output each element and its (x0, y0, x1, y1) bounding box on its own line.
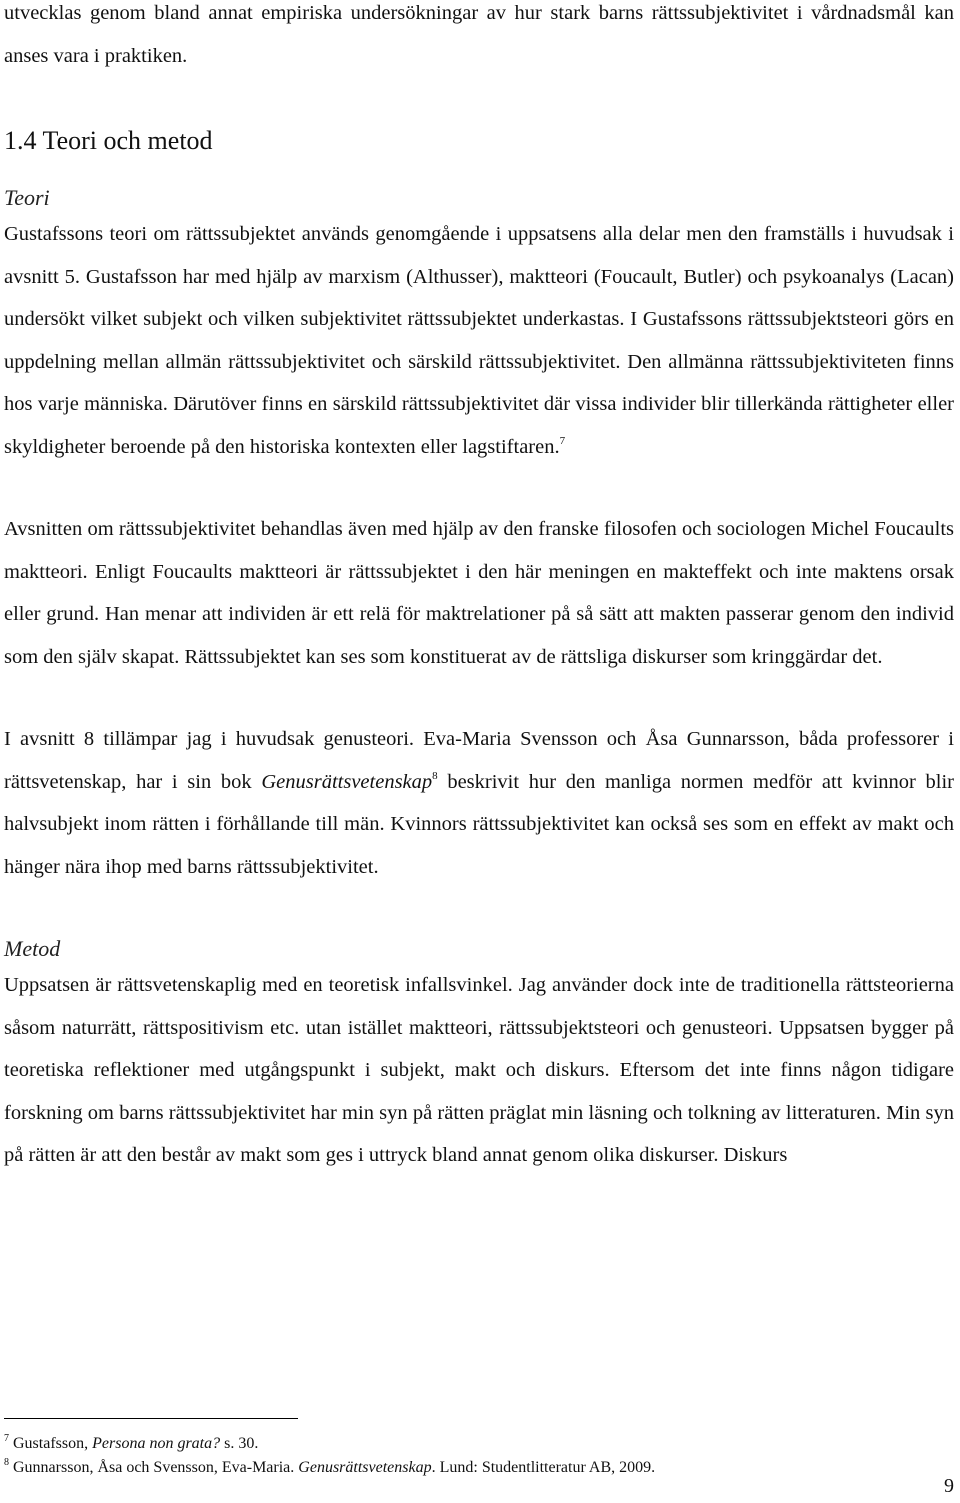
footnote-ref-8[interactable]: 8 (432, 769, 438, 782)
paragraph-gap (4, 678, 954, 718)
footnote-text: Gustafsson, (9, 1435, 93, 1452)
teori-paragraph-1-text: Gustafssons teori om rättssubjektet används genomgående i uppsatsens alla delar men den framställs i huvudsak i avsnitt 5. Gustafsson har med hjälp av marxism (Althusser), maktteori (Foucault, Butler) och psykoanalys (Lacan) undersökt vilket subjekt och vilken subjektivitet rättssubjektet underkastas. I Gustafssons rättssubjektsteori görs en uppdelning mellan allmän rättssubjektivitet och särskild rättssubjektivitet. Den allmänna rättssubjektiviteten finns hos varje människa. Därutöver finns en särskild rättssubjektivitet där vissa individer blir tillerkända rättigheter eller skyldigheter beroende på den historiska kontexten eller lagstiftaren. (4, 223, 954, 458)
page-number: 9 (944, 1475, 954, 1497)
metod-paragraph-1: Uppsatsen är rättsvetenskaplig med en teoretisk infallsvinkel. Jag använder dock inte de traditionella rättsteorierna såsom naturrätt, rättspositivism etc. utan istället maktteori, rättssubjektsteori och genusteori. Uppsatsen bygger på teoretiska reflektioner med utgångspunkt i subjekt, makt och diskurs. Eftersom det inte finns någon tidigare forskning om barns rättssubjektivitet har min syn på rätten präglat min läsning och tolkning av litteraturen. Min syn på rätten är att den består av makt som ges i uttryck bland annat genom olika diskurser. Diskurs (4, 974, 954, 1166)
footnote-ref-7[interactable]: 7 (559, 434, 566, 447)
teori-paragraph-2: Avsnitten om rättssubjektivitet behandlas även med hjälp av den franske filosofen och sociologen Michel Foucaults maktteori. Enligt Foucaults maktteori är rättssubjektet i den här meningen en makteffekt och inte maktens orsak eller grund. Han menar att individen är ett relä för maktrelationer på så sätt att makten passerar genom den individ som den själv skapat. Rättssubjektet kan ses som konstituerat av de rättsliga diskurser som kringgärdar det. (4, 518, 954, 668)
footnote-number: 7 (4, 1433, 9, 1444)
teori-paragraph-3-text-a: I avsnitt 8 tillämpar jag i huvudsak genusteori. Eva-Maria Svensson och Åsa Gunnarsson, båda professorer i rättsvetenskap, har i sin bok (4, 728, 954, 793)
book-title: Genusrättsvetenskap (261, 770, 433, 793)
intro-paragraph: utvecklas genom bland annat empiriska undersökningar av hur stark barns rättssubjektivitet i vårdnadsmål kan anses vara i praktiken. (4, 2, 954, 67)
footnote-8 (4, 1458, 655, 1478)
teori-heading: Teori (4, 185, 50, 210)
footnote-text: Gunnarsson, Åsa och Svensson, Eva-Maria. (9, 1459, 299, 1476)
metod-heading: Metod (4, 936, 61, 961)
teori-paragraph-3-text-b: beskrivit hur den manliga normen medför att kvinnor blir halvsubjekt inom rätten i förhållande till män. Kvinnors rättssubjektivitet kan också ses som en effekt av makt och hänger nära ihop med barns rättssubjektivitet. (4, 770, 955, 878)
footnote-number: 8 (4, 1457, 9, 1468)
footnote-text: s. 30. (220, 1435, 259, 1452)
paragraph-gap (4, 468, 954, 508)
footnote-text: . Lund: Studentlitteratur AB, 2009. (431, 1459, 656, 1476)
section-heading: 1.4 Teori och metod (4, 126, 213, 155)
document-page (4, 0, 954, 1177)
teori-paragraph-1 (4, 213, 954, 468)
teori-paragraph-3 (4, 718, 954, 888)
footnote-separator (4, 1418, 298, 1419)
footnote-7 (4, 1434, 258, 1454)
paragraph-gap (4, 888, 954, 928)
footnote-title: Persona non grata? (92, 1435, 221, 1452)
footnote-title: Genusrättsvetenskap (298, 1459, 432, 1476)
